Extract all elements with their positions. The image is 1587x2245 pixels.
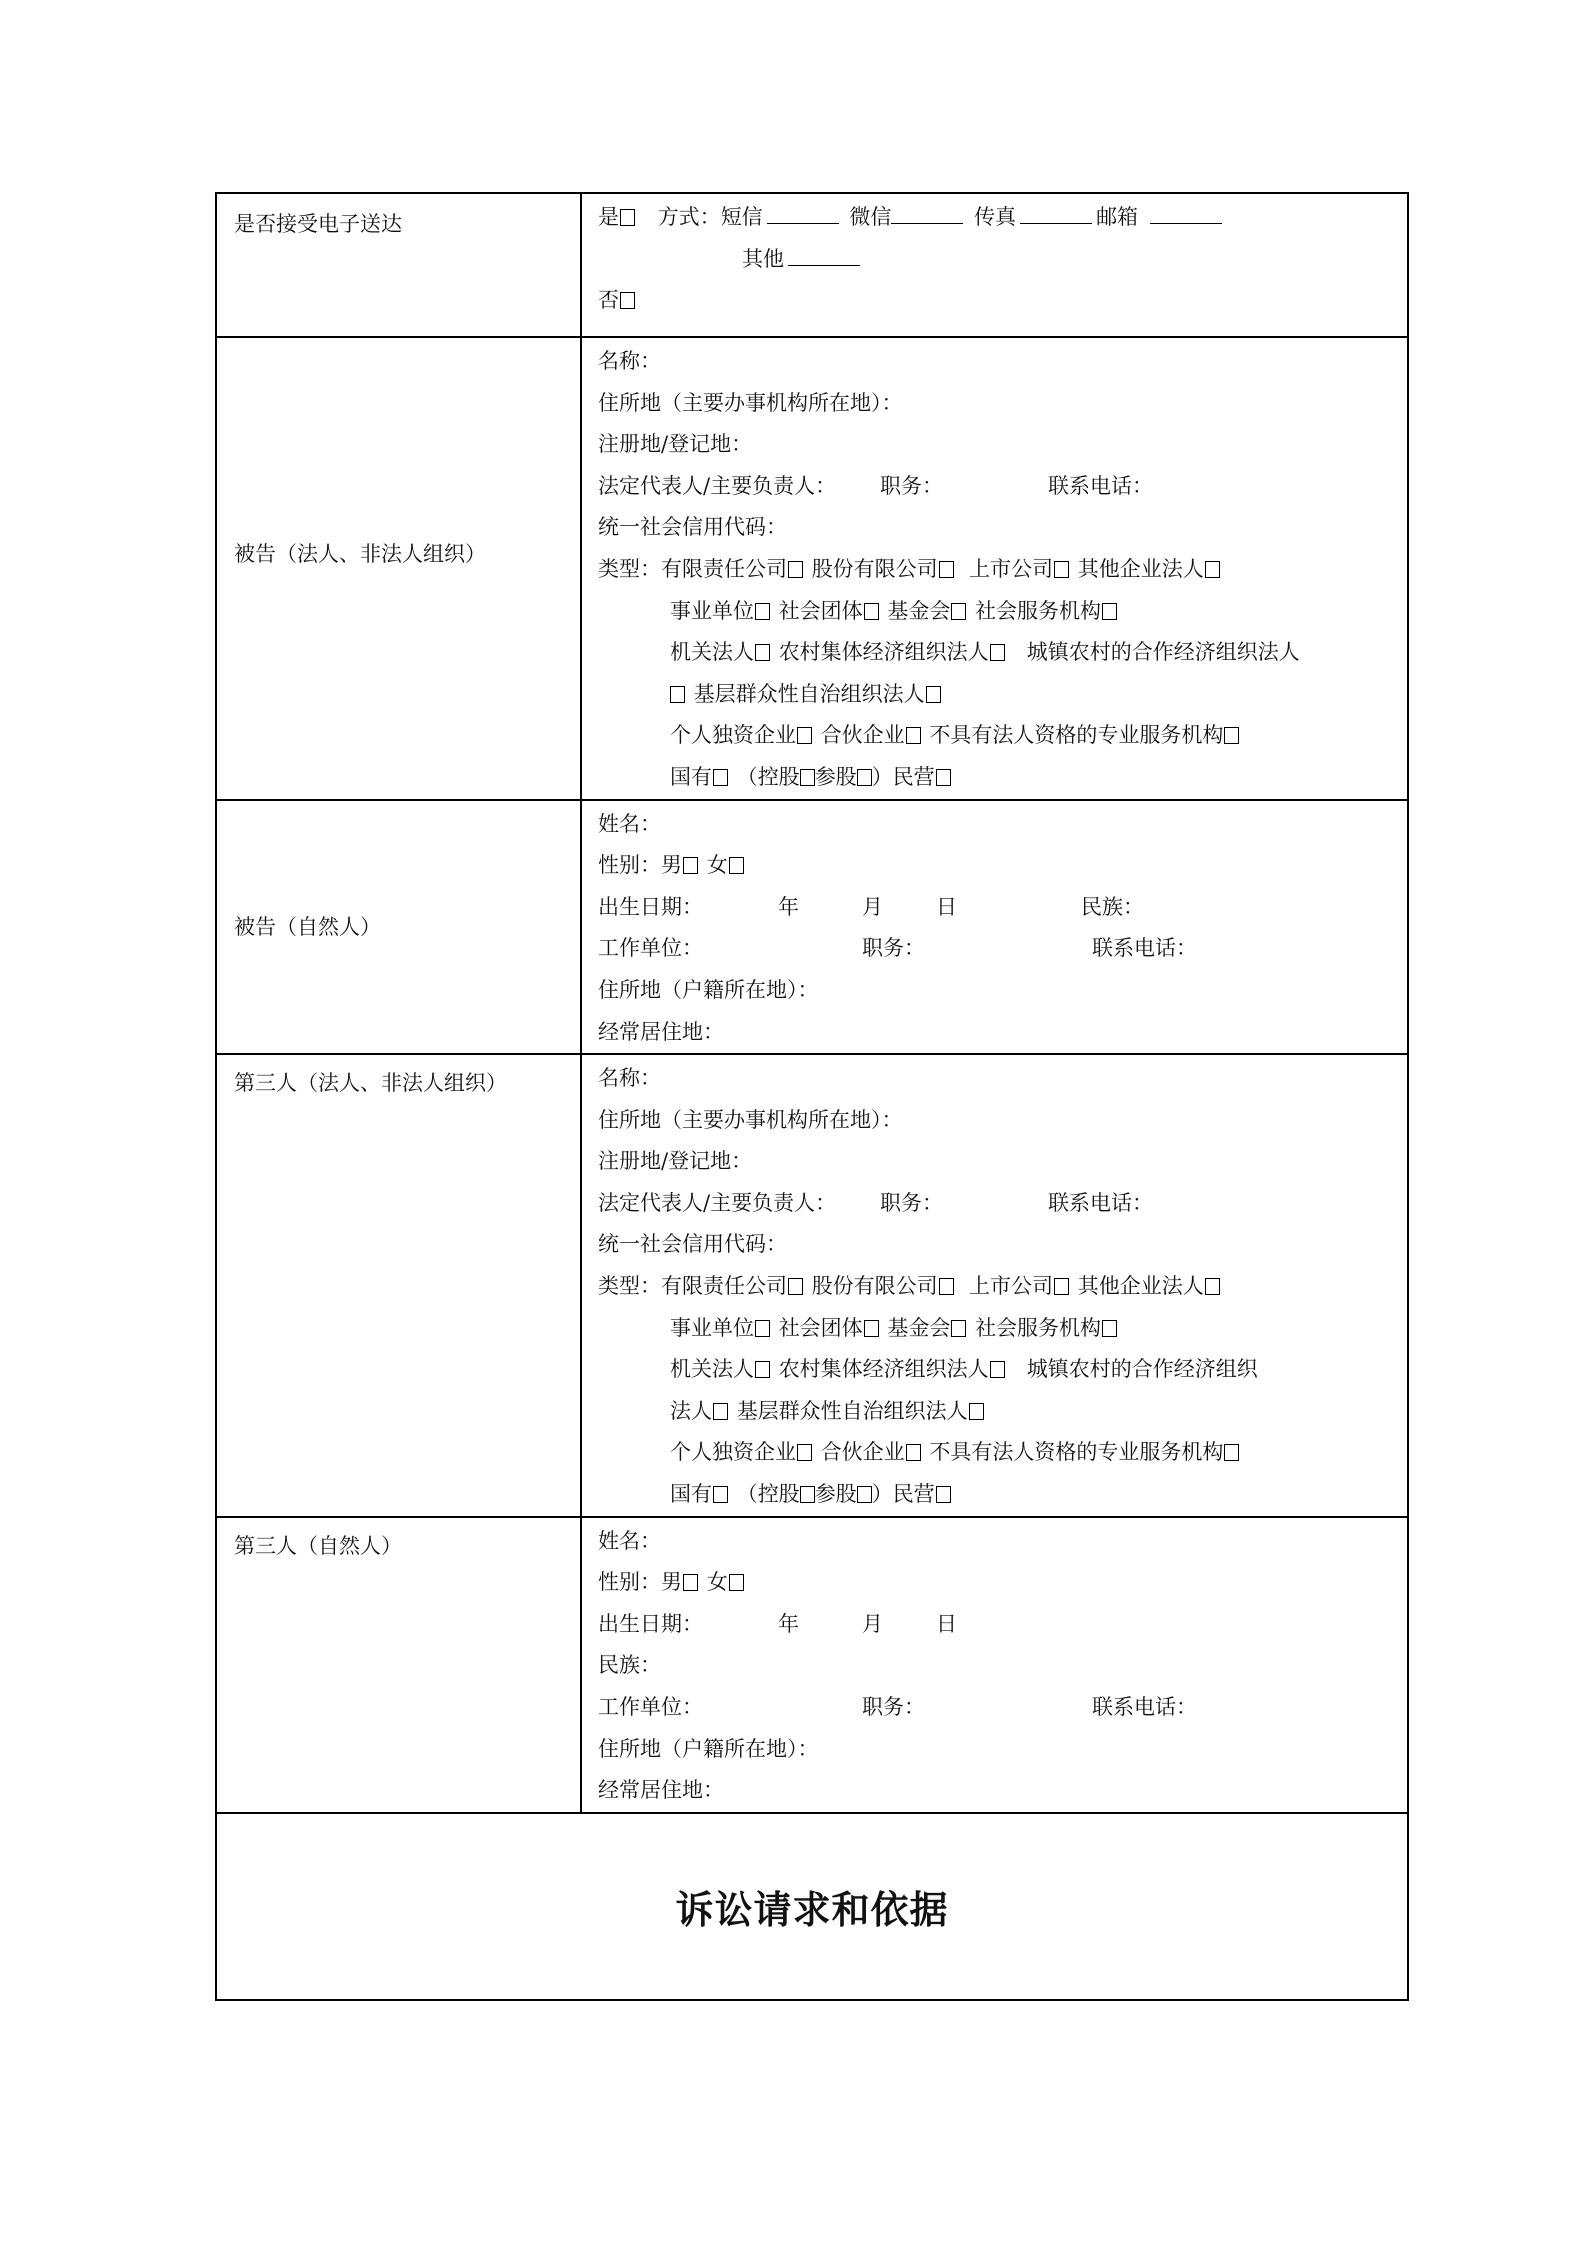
domicile-label: 住所地（户籍所在地）： [598, 977, 819, 1002]
female-checkbox[interactable] [729, 857, 744, 874]
rep-label: 法定代表人/主要负责人： [598, 1190, 837, 1215]
employer-label: 工作单位： [598, 1695, 703, 1719]
ownership-controlling: 控股 [757, 764, 800, 789]
fax-input[interactable] [1020, 203, 1092, 224]
defendant-natural-label-cell [216, 800, 581, 1055]
listed-checkbox[interactable] [1054, 561, 1069, 578]
type-llc: 有限责任公司 [661, 1274, 787, 1299]
row-electronic-service [216, 193, 1408, 337]
phone-label: 联系电话： [1048, 1190, 1153, 1215]
type-professional-service: 不具有法人资格的专业服务机构 [929, 1440, 1224, 1465]
llc-checkbox[interactable] [788, 561, 803, 578]
defendant-legal-label: 被告（法人、非法人组织） [234, 542, 486, 566]
defendant-natural-label: 被告（自然人） [234, 914, 381, 939]
row-defendant-natural [216, 800, 1408, 1055]
position-label: 职务： [880, 1190, 943, 1215]
joint-stock-checkbox[interactable] [939, 1278, 954, 1295]
type-professional-service: 不具有法人资格的专业服务机构 [929, 723, 1224, 748]
grassroots-checkbox[interactable] [926, 686, 941, 703]
type-listed: 上市公司 [969, 556, 1054, 581]
private-checkbox[interactable] [936, 1486, 951, 1503]
paren-close: ） [871, 1482, 893, 1507]
rep-label: 法定代表人/主要负责人： [598, 473, 837, 498]
government-organ-checkbox[interactable] [755, 1361, 770, 1378]
sole-proprietorship-checkbox[interactable] [797, 1444, 812, 1461]
ethnicity-label: 民族： [598, 1653, 661, 1678]
type-social-group: 社会团体 [778, 1315, 863, 1340]
phone-label: 联系电话： [1048, 473, 1153, 498]
method-label: 方式： [657, 205, 721, 229]
participating-checkbox[interactable] [857, 769, 872, 786]
employer-label: 工作单位： [598, 936, 703, 961]
male-label: 男 [661, 1570, 682, 1595]
row-defendant-legal [216, 337, 1408, 800]
name-label: 姓名： [598, 1528, 661, 1553]
social-service-checkbox[interactable] [1102, 603, 1117, 620]
position-label: 职务： [862, 936, 925, 961]
ownership-controlling: 控股 [757, 1482, 800, 1507]
section-title-cell [216, 1813, 1408, 2000]
no-checkbox[interactable] [620, 292, 635, 309]
rural-collective-checkbox[interactable] [990, 1361, 1005, 1378]
government-organ-checkbox[interactable] [755, 644, 770, 661]
type-foundation: 基金会 [887, 598, 951, 623]
type-sole-proprietorship: 个人独资企业 [670, 1440, 796, 1465]
ownership-state: 国有 [670, 764, 712, 789]
male-checkbox[interactable] [683, 1574, 698, 1591]
ownership-participating: 参股 [814, 764, 857, 789]
foundation-checkbox[interactable] [951, 1320, 966, 1337]
rural-collective-checkbox[interactable] [990, 644, 1005, 661]
method-sms-label: 短信 [720, 205, 763, 229]
type-public-institution: 事业单位 [670, 1315, 754, 1340]
registered-label: 注册地/登记地： [598, 1149, 753, 1174]
month-label: 月 [862, 1611, 883, 1636]
electronic-service-content [581, 193, 1408, 337]
joint-stock-checkbox[interactable] [939, 561, 954, 578]
birth-label: 出生日期： [598, 894, 703, 919]
defendant-legal-label-cell [216, 337, 581, 800]
birth-label: 出生日期： [598, 1611, 703, 1636]
domicile-label: 住所地（主要办事机构所在地）： [598, 1107, 903, 1132]
electronic-service-label: 是否接受电子送达 [234, 212, 402, 236]
type-rural-collective: 农村集体经济组织法人 [778, 1357, 989, 1382]
type-cooperative: 城镇农村的合作经济组织法人 [1026, 640, 1300, 665]
participating-checkbox[interactable] [857, 1486, 872, 1503]
domicile-label: 住所地（主要办事机构所在地）： [598, 390, 903, 415]
type-government-organ: 机关法人 [670, 1357, 754, 1382]
paren-open: （ [736, 1482, 758, 1507]
third-party-legal-label-cell [216, 1054, 581, 1517]
credit-code-label: 统一社会信用代码： [598, 1232, 787, 1257]
controlling-checkbox[interactable] [800, 1486, 815, 1503]
public-institution-checkbox[interactable] [755, 603, 770, 620]
cooperative-checkbox[interactable] [670, 686, 685, 703]
grassroots-checkbox[interactable] [969, 1403, 984, 1420]
type-rural-collective: 农村集体经济组织法人 [778, 640, 989, 665]
paren-close: ） [871, 764, 893, 789]
complaint-form-table [215, 192, 1409, 2001]
other-enterprise-checkbox[interactable] [1205, 1278, 1220, 1295]
method-fax-label: 传真 [974, 205, 1017, 229]
type-partnership: 合伙企业 [820, 723, 905, 748]
type-social-service: 社会服务机构 [975, 598, 1102, 623]
method-wechat-label: 微信 [849, 205, 892, 229]
male-label: 男 [661, 853, 682, 878]
row-third-party-legal [216, 1054, 1408, 1517]
type-joint-stock: 股份有限公司 [811, 1274, 938, 1299]
type-grassroots: 基层群众性自治组织法人 [736, 1398, 968, 1423]
registered-label: 注册地/登记地： [598, 432, 753, 457]
wechat-input[interactable] [891, 203, 963, 224]
professional-service-checkbox[interactable] [1224, 1444, 1239, 1461]
email-input[interactable] [1150, 203, 1222, 224]
ownership-private: 民营 [892, 1482, 935, 1507]
position-label: 职务： [862, 1695, 925, 1719]
name-label: 姓名： [598, 811, 661, 836]
type-llc: 有限责任公司 [661, 556, 787, 581]
partnership-checkbox[interactable] [906, 727, 921, 744]
type-partnership: 合伙企业 [820, 1440, 905, 1465]
phone-label: 联系电话： [1092, 936, 1197, 961]
professional-service-checkbox[interactable] [1224, 727, 1239, 744]
paren-open: （ [736, 764, 758, 789]
day-label: 日 [936, 1611, 957, 1636]
type-other-enterprise: 其他企业法人 [1077, 556, 1204, 581]
foundation-checkbox[interactable] [951, 603, 966, 620]
type-joint-stock: 股份有限公司 [811, 556, 938, 581]
female-checkbox[interactable] [729, 1574, 744, 1591]
private-checkbox[interactable] [936, 769, 951, 786]
controlling-checkbox[interactable] [800, 769, 815, 786]
row-section-title [216, 1813, 1408, 2000]
listed-checkbox[interactable] [1054, 1278, 1069, 1295]
defendant-legal-content [581, 337, 1408, 800]
type-social-group: 社会团体 [778, 598, 863, 623]
public-institution-checkbox[interactable] [755, 1320, 770, 1337]
no-label: 否 [598, 288, 619, 313]
section-title: 诉讼请求和依据 [675, 1886, 949, 1932]
method-other-label: 其他 [742, 246, 784, 271]
third-party-natural-label-cell [216, 1517, 581, 1813]
social-group-checkbox[interactable] [864, 1320, 879, 1337]
year-label: 年 [778, 894, 799, 919]
state-owned-checkbox[interactable] [713, 1486, 728, 1503]
type-foundation: 基金会 [887, 1315, 951, 1340]
third-party-natural-content [581, 1517, 1408, 1813]
social-group-checkbox[interactable] [864, 603, 879, 620]
type-government-organ: 机关法人 [670, 640, 754, 665]
type-cooperative: 城镇农村的合作经济组织 [1026, 1357, 1258, 1382]
sole-proprietorship-checkbox[interactable] [797, 727, 812, 744]
electronic-service-label-cell [216, 193, 581, 337]
third-party-natural-label: 第三人（自然人） [234, 1533, 402, 1558]
other-enterprise-checkbox[interactable] [1205, 561, 1220, 578]
female-label: 女 [706, 1570, 728, 1595]
partnership-checkbox[interactable] [906, 1444, 921, 1461]
gender-label: 性别： [598, 1570, 661, 1595]
name-label: 名称： [598, 349, 661, 373]
type-social-service: 社会服务机构 [975, 1315, 1102, 1340]
position-label: 职务： [880, 473, 943, 498]
type-grassroots: 基层群众性自治组织法人 [693, 681, 925, 706]
ethnicity-label: 民族： [1081, 894, 1144, 919]
phone-label: 联系电话： [1092, 1695, 1197, 1719]
sms-input[interactable] [767, 203, 839, 224]
social-service-checkbox[interactable] [1102, 1320, 1117, 1337]
ownership-participating: 参股 [814, 1482, 857, 1507]
month-label: 月 [862, 894, 883, 919]
female-label: 女 [706, 853, 728, 878]
type-listed: 上市公司 [969, 1274, 1054, 1299]
yes-checkbox[interactable] [620, 209, 635, 226]
day-label: 日 [936, 894, 957, 919]
residence-label: 经常居住地： [598, 1019, 724, 1044]
year-label: 年 [778, 1611, 799, 1636]
yes-label: 是 [598, 205, 619, 229]
state-owned-checkbox[interactable] [713, 769, 728, 786]
name-label: 名称： [598, 1066, 661, 1091]
residence-label: 经常居住地： [598, 1778, 724, 1803]
cooperative-checkbox[interactable] [713, 1403, 728, 1420]
type-public-institution: 事业单位 [670, 598, 754, 623]
credit-code-label: 统一社会信用代码： [598, 515, 787, 540]
gender-label: 性别： [598, 853, 661, 878]
row-third-party-natural [216, 1517, 1408, 1813]
type-label: 类型： [598, 1274, 661, 1299]
ownership-state: 国有 [670, 1482, 712, 1507]
method-email-label: 邮箱 [1096, 205, 1139, 229]
defendant-natural-content [581, 800, 1408, 1055]
third-party-legal-content [581, 1054, 1408, 1517]
llc-checkbox[interactable] [788, 1278, 803, 1295]
male-checkbox[interactable] [683, 857, 698, 874]
type-other-enterprise: 其他企业法人 [1077, 1274, 1204, 1299]
type-cooperative-cont: 法人 [670, 1398, 712, 1423]
domicile-label: 住所地（户籍所在地）： [598, 1736, 819, 1761]
third-party-legal-label: 第三人（法人、非法人组织） [234, 1071, 507, 1096]
ownership-private: 民营 [892, 764, 935, 789]
type-sole-proprietorship: 个人独资企业 [670, 723, 796, 748]
other-input[interactable] [788, 245, 860, 266]
type-label: 类型： [598, 556, 661, 581]
